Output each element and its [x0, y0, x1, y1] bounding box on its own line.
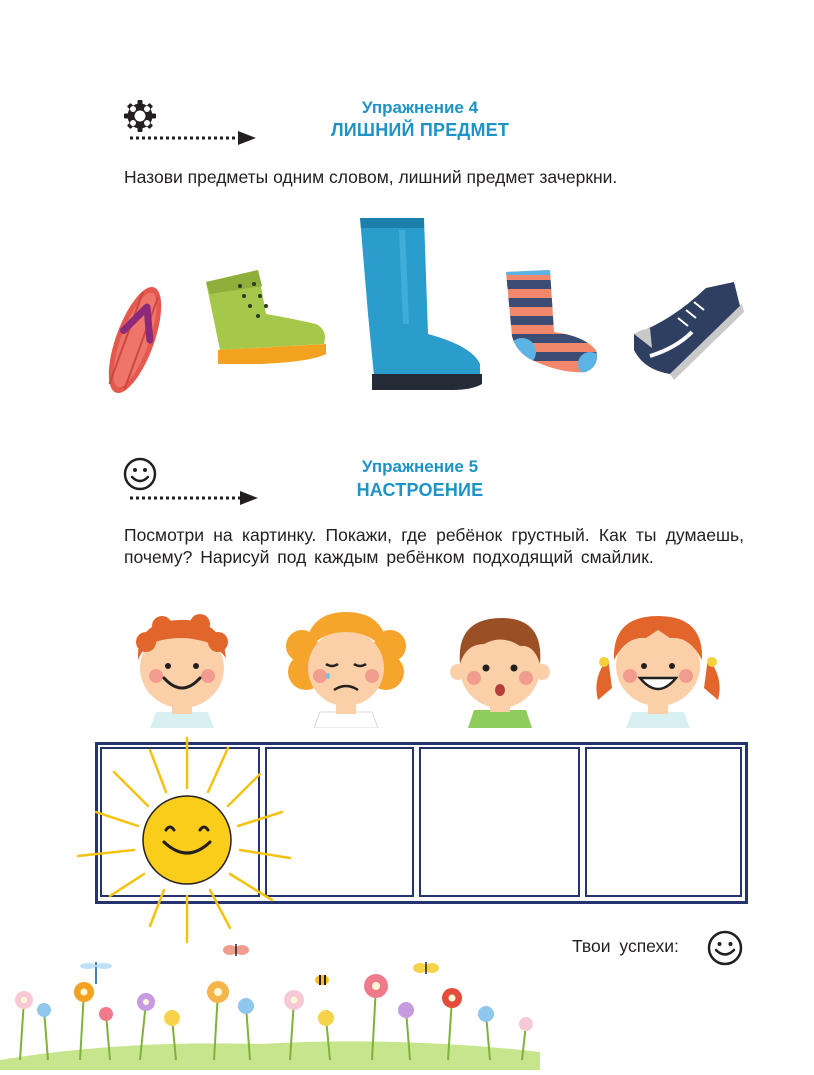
- answer-cell-3[interactable]: [419, 747, 580, 897]
- arrow-icon: [130, 491, 258, 505]
- arrow-icon: [130, 131, 256, 145]
- happy-girl-face: [590, 608, 726, 733]
- surprised-boy-face: [440, 612, 560, 733]
- success-smiley-icon[interactable]: [706, 929, 744, 972]
- rubber-boot-image[interactable]: [352, 214, 486, 399]
- flip-flop-image[interactable]: [96, 280, 174, 405]
- ankle-boot-image[interactable]: [200, 266, 330, 375]
- exercise-4-title: ЛИШНИЙ ПРЕДМЕТ: [330, 120, 510, 140]
- flower-meadow: [0, 940, 560, 1075]
- exercise-5-title: НАСТРОЕНИЕ: [356, 480, 484, 500]
- exercise-5-instruction: Посмотри на картинку. Покажи, где ребёнок грустный. Как ты думаешь, почему? Нарисуй под каждым ребёнком подходящий смайлик.: [124, 525, 744, 567]
- answer-cell-4[interactable]: [585, 747, 742, 897]
- exercise-5-number: Упражнение 5: [361, 457, 479, 476]
- success-label: Твои успехи:: [572, 936, 679, 956]
- exercise-5-icon: [120, 456, 262, 513]
- butterfly-icon: [223, 944, 249, 956]
- bee-icon: [315, 975, 329, 985]
- striped-sock-image[interactable]: [502, 266, 602, 383]
- happy-boy-face: [122, 612, 242, 733]
- sun-icon: [70, 730, 300, 955]
- gear-icon: [124, 100, 156, 132]
- sad-girl-face: [284, 606, 408, 733]
- gear-arrow-icon: [120, 98, 260, 150]
- exercise-4-instruction: Назови предметы одним словом, лишний предмет зачеркни.: [124, 167, 618, 187]
- dragonfly-icon: [80, 962, 112, 984]
- sneaker-image[interactable]: [630, 278, 746, 387]
- exercise-4-number: Упражнение 4: [361, 98, 479, 117]
- butterfly-icon: [413, 962, 439, 974]
- smiley-icon: [125, 459, 155, 489]
- exercise-4-icon: [120, 98, 260, 155]
